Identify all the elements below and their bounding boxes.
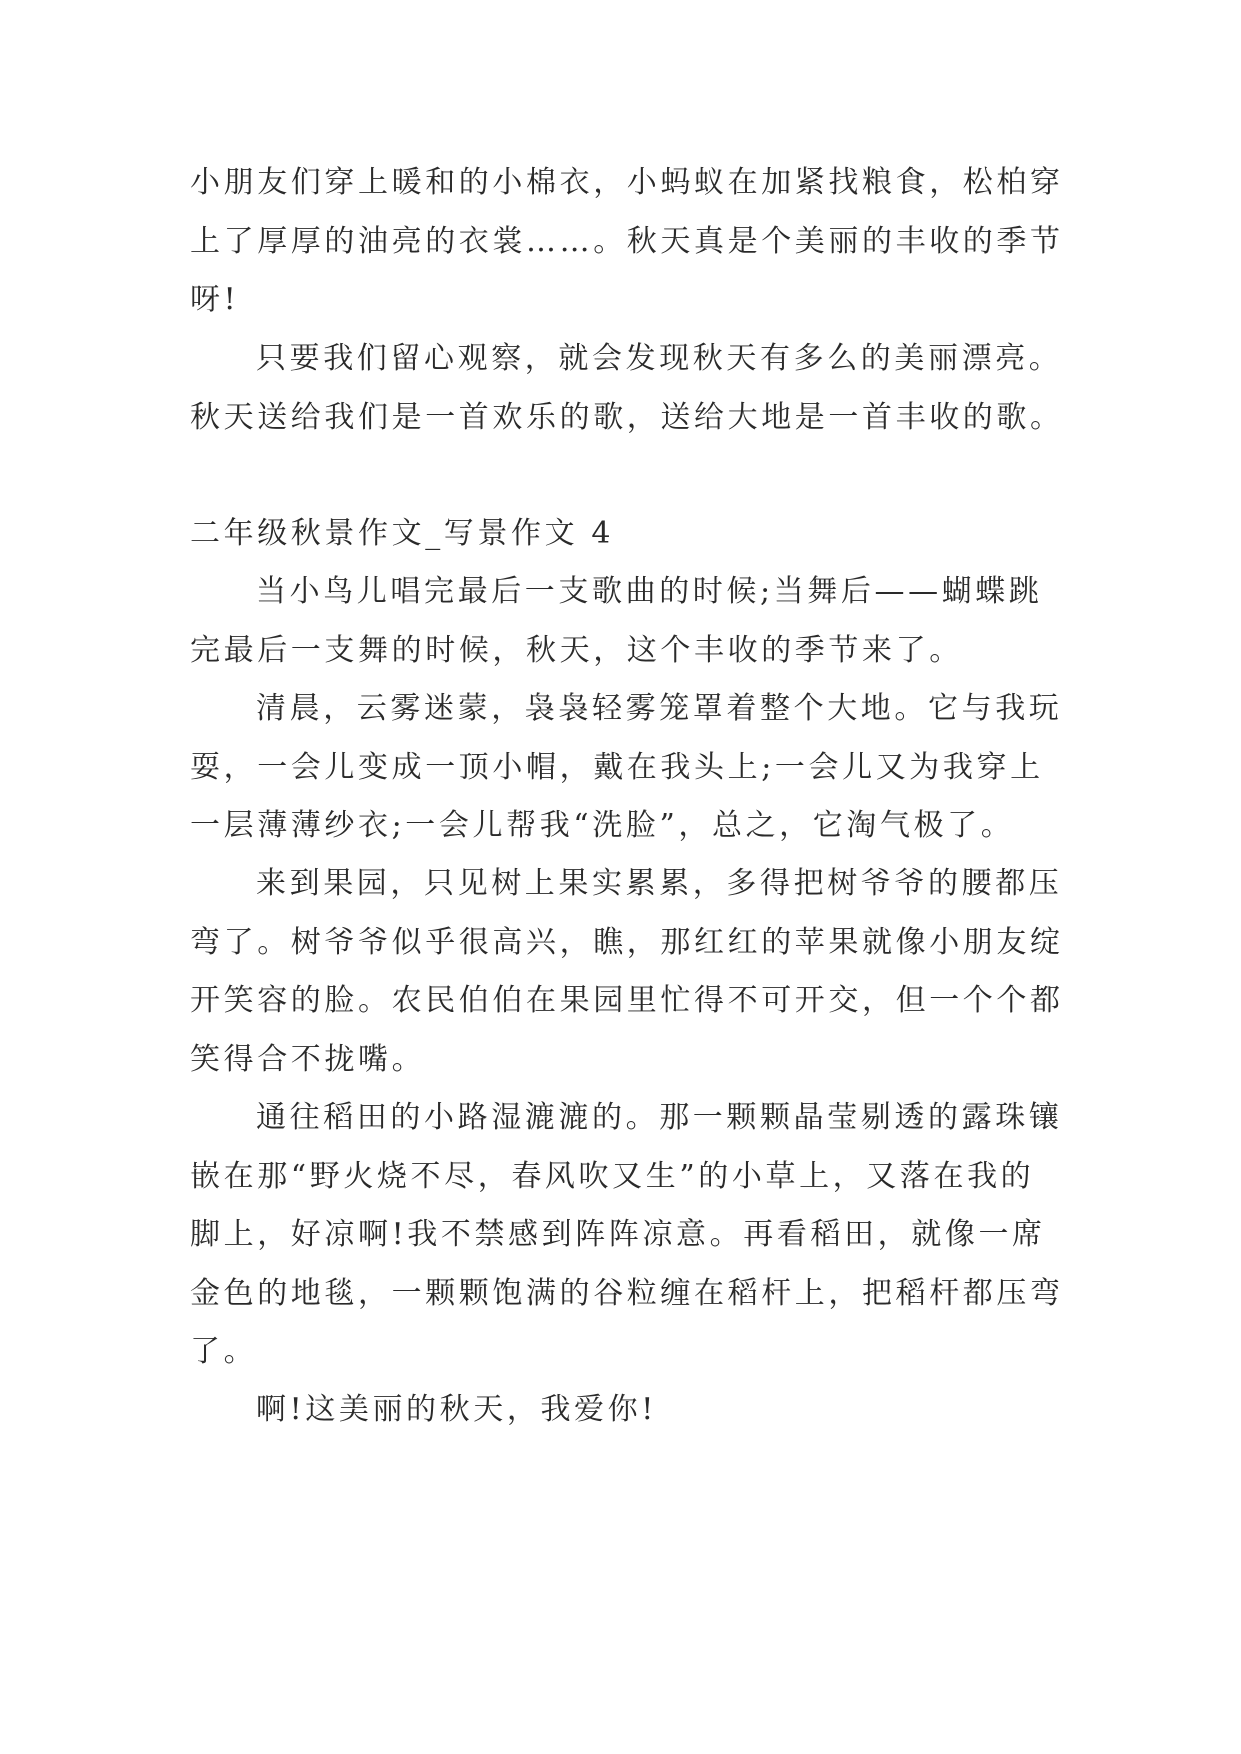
essay-paragraph-5 (190, 1381, 1050, 1440)
continuation-paragraph-2 (190, 330, 1064, 447)
essay-paragraph-1 (190, 563, 1050, 680)
paragraph-line: 了。 (190, 1334, 258, 1369)
paragraph-line: 呀! (190, 282, 240, 317)
paragraph-line: 秋天送给我们是一首欢乐的歌，送给大地是一首丰收的歌。 (190, 399, 1064, 435)
paragraph-line: 小朋友们穿上暖和的小棉衣，小蚂蚁在加紧找粮食，松柏穿 (190, 165, 1064, 200)
paragraph-line: 脚上，好凉啊!我不禁感到阵阵凉意。再看稻田，就像一席 (190, 1217, 1046, 1252)
paragraph-line: 上了厚厚的油亮的衣裳……。秋天真是个美丽的丰收的季节 (190, 223, 1064, 259)
paragraph-line: 清晨，云雾迷蒙，袅袅轻雾笼罩着整个大地。它与我玩 (256, 691, 1063, 726)
paragraph-line: 弯了。树爷爷似乎很高兴，瞧，那红红的苹果就像小朋友绽 (190, 924, 1064, 960)
paragraph-line: 金色的地毯，一颗颗饱满的谷粒缠在稻杆上，把稻杆都压弯 (190, 1275, 1064, 1311)
paragraph-line: 来到果园，只见树上果实累累，多得把树爷爷的腰都压 (256, 866, 1063, 901)
paragraph-line: 只要我们留心观察，就会发现秋天有多么的美丽漂亮。 (256, 341, 1063, 376)
paragraph-line: 通往稻田的小路湿漉漉的。那一颗颗晶莹剔透的露珠镶 (256, 1100, 1063, 1135)
continuation-paragraph-1 (190, 154, 1064, 330)
paragraph-line: 当小鸟儿唱完最后一支歌曲的时候;当舞后——蝴蝶跳 (256, 574, 1043, 609)
section-title-text: 二年级秋景作文_写景作文 4 (190, 516, 615, 551)
paragraph-line: 一层薄薄纱衣;一会儿帮我“洗脸”，总之，它淘气极了。 (190, 808, 1015, 843)
paragraph-line: 耍，一会儿变成一顶小帽，戴在我头上;一会儿又为我穿上 (190, 749, 1044, 785)
essay-paragraph-4 (190, 1089, 1064, 1382)
paragraph-line: 嵌在那“野火烧不尽，春风吹又生”的小草上，又落在我的 (190, 1158, 1035, 1194)
paragraph-line: 完最后一支舞的时候，秋天，这个丰收的季节来了。 (190, 632, 963, 668)
paragraph-line: 啊!这美丽的秋天，我爱你! (256, 1392, 657, 1427)
section-title (190, 505, 1050, 564)
essay-paragraph-3 (190, 855, 1064, 1089)
essay-paragraph-2 (190, 680, 1063, 856)
paragraph-line: 笑得合不拢嘴。 (190, 1041, 426, 1077)
paragraph-line: 开笑容的脸。农民伯伯在果园里忙得不可开交，但一个个都 (190, 983, 1064, 1018)
